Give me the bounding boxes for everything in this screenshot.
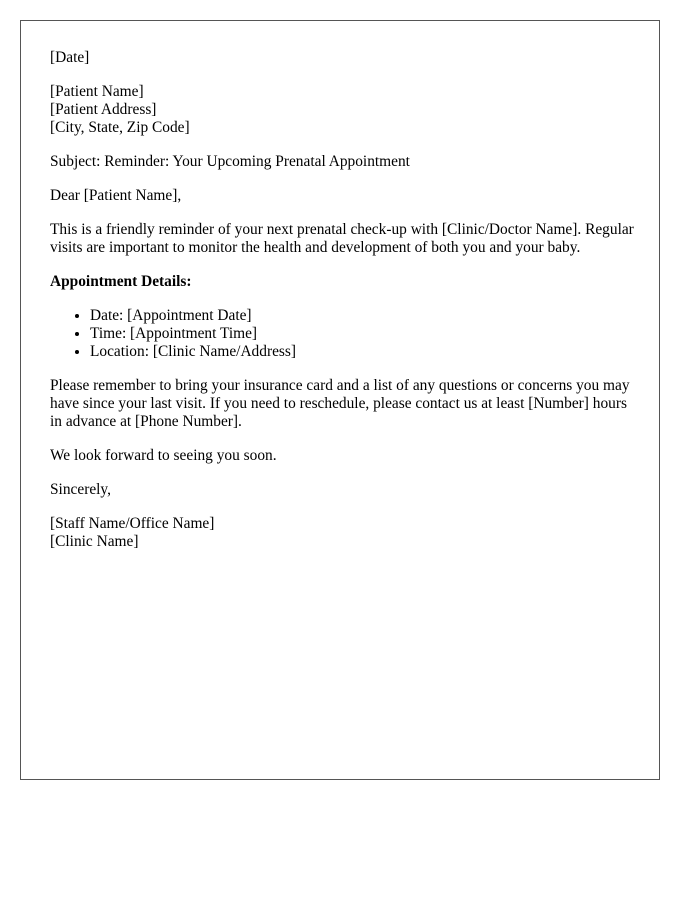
letter-intro: This is a friendly reminder of your next prenatal check-up with [Clinic/Doctor Name]. Regular visits are important to monitor the health and development of both you and your baby. <box>50 221 634 256</box>
signature-staff: [Staff Name/Office Name] <box>50 515 215 532</box>
recipient-block <box>50 83 635 137</box>
letter-date: [Date] <box>50 49 90 66</box>
signature-clinic: [Clinic Name] <box>50 533 139 550</box>
letter-signoff: Sincerely, <box>50 481 111 498</box>
appointment-date-item: • Date: [Appointment Date] <box>90 307 635 325</box>
signature-block <box>50 515 635 551</box>
recipient-address: [Patient Address] <box>50 101 157 118</box>
appointment-details-heading: Appointment Details: <box>50 273 192 290</box>
letter-subject: Subject: Reminder: Your Upcoming Prenatal Appointment <box>50 153 410 170</box>
letter-body <box>50 49 635 567</box>
appointment-time-item: • Time: [Appointment Time] <box>90 325 635 343</box>
appointment-details-list <box>50 307 635 361</box>
letter-page <box>20 20 660 780</box>
recipient-city-state-zip: [City, State, Zip Code] <box>50 119 190 136</box>
letter-closing-note: We look forward to seeing you soon. <box>50 447 277 464</box>
letter-reminder: Please remember to bring your insurance card and a list of any questions or concerns you may have since your last visit. If you need to reschedule, please contact us at least [Number] hours in advance at [Phone Number]. <box>50 377 630 430</box>
appointment-location-item: • Location: [Clinic Name/Address] <box>90 343 635 361</box>
letter-salutation: Dear [Patient Name], <box>50 187 182 204</box>
recipient-name: [Patient Name] <box>50 83 144 100</box>
